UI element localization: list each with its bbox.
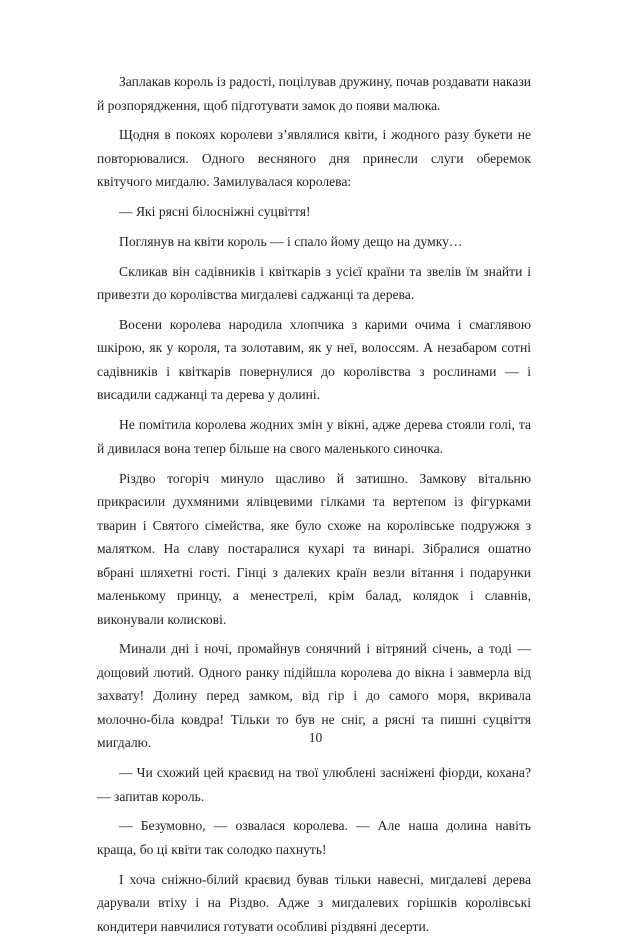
dialogue-line: — Які рясні білосніжні суцвіття! xyxy=(119,204,311,220)
paragraph: І хоча сніжно-білий краєвид бував тільки навесні, мигдалеві дерева дарували втіху і на Різдво. Адже з мигдалевих горішків королівські кондитери навчилися готувати особливі різдвяні десерти. xyxy=(97,871,531,934)
paragraph: Різдво тогоріч минуло щасливо й затишно. Замкову вітальню прикрасили духмяними ялівцевими гілками та вертепом із фігурками тварин і Святого сімейства, яке було схоже на королівське подружжя з малятком. На славу постаралися кухарі та винарі. Зібралися ошатно вбрані шляхетні гості. Гінці з далеких країн везли вітання і подарунки маленькому принцу, а менестрелі, крім балад, колядок і славнів, виконували колискові. xyxy=(97,470,531,627)
dialogue-line: — Чи схожий цей краєвид на твої улюблені засніжені фіорди, кохана? — запитав король. xyxy=(97,765,531,804)
page-number: 10 xyxy=(308,730,323,745)
paragraph: Не помітила королева жодних змін у вікні, адже дерева стояли голі, та й дивилася вона тепер більше на свого маленького синочка. xyxy=(97,417,531,456)
paragraph: Скликав він садівників і квіткарів з усієї країни та звелів їм знайти і привезти до королівства мигдалеві саджанці та дерева. xyxy=(97,263,531,303)
paragraph: Поглянув на квіти король — і спало йому дещо на думку… xyxy=(119,233,463,249)
paragraph: Заплакав король із радості, поцілував дружину, почав роздавати накази й розпорядження, щоб підготувати замок до появи малюка. xyxy=(97,74,531,113)
paragraph: Щодня в покоях королеви з’являлися квіти, і жодного разу букети не повторювалися. Одного весняного дня принесли слуги оберемок квітучого мигдалю. Замилувалася королева: xyxy=(97,127,531,190)
paragraph: Минали дні і ночі, промайнув сонячний і вітряний січень, а тоді — дощовий лютий. Одного ранку підійшла королева до вікна і завмерла від захвату! Долину перед замком, від гір і до самого моря, вкривала молочно-біла ковдра! Тільки то був не сніг, а рясні та пишні суцвіття мигдалю. xyxy=(97,641,531,751)
story-text xyxy=(97,70,531,945)
paragraph: Восени королева народила хлопчика з карими очима і смаглявою шкірою, як у короля, та золотавим, як у неї, волоссям. А незабаром сотні садівників і квіткарів повернулися до королівства з рослинами — і висадили саджанці та дерева у долині. xyxy=(97,316,531,403)
dialogue-line: — Безумовно, — озвалася королева. — Але наша долина навіть краща, бо ці квіти так солодко пахнуть! xyxy=(97,818,531,857)
